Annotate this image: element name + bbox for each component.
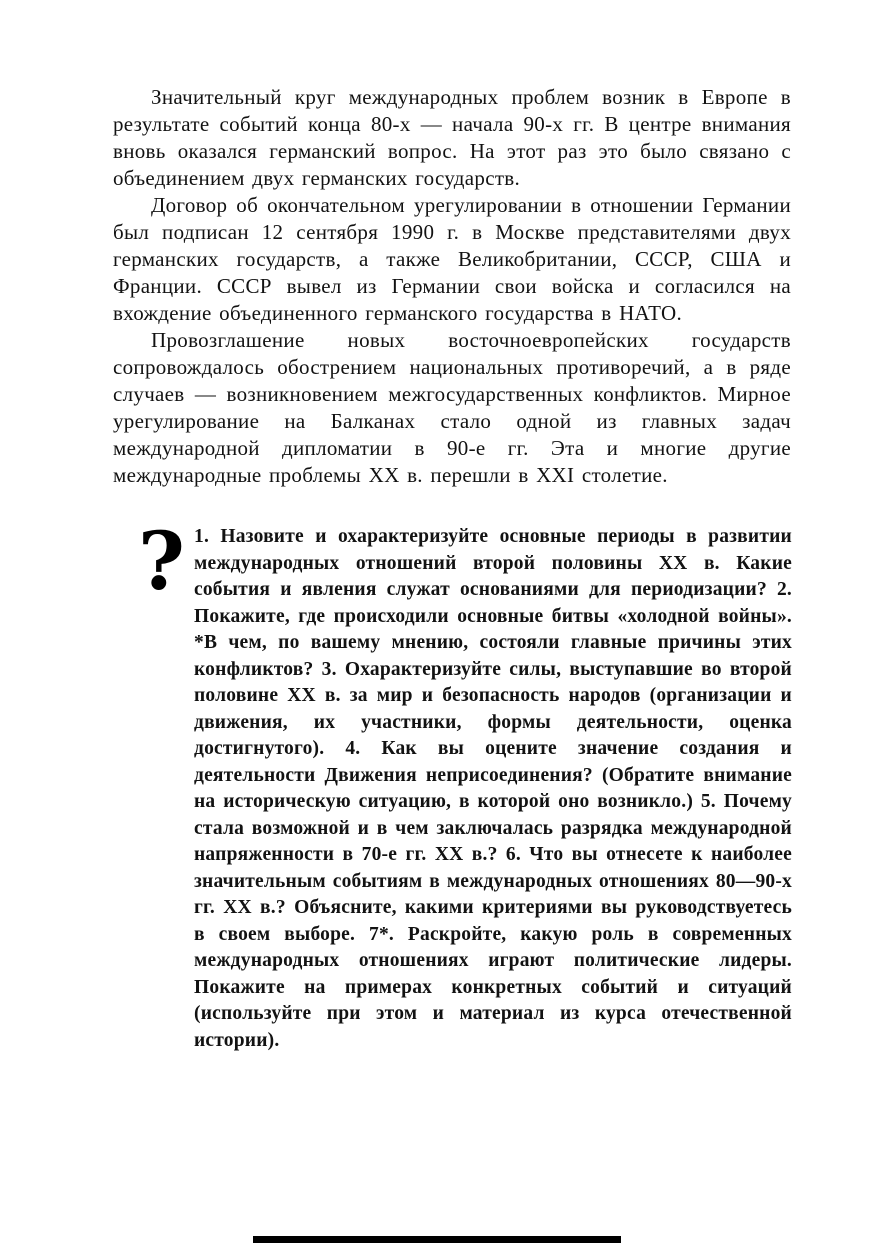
paragraph-1: Значительный круг международных проблем возник в Европе в результате событий конца 80-х — начала 90-х гг. В центре внимания вновь оказался германский вопрос. На этот раз это было связано с объединением двух германских государств. [113,85,791,190]
questions-block [138,514,792,1054]
paragraph-2: Договор об окончательном урегулировании в отношении Германии был подписан 12 сентября 1990 г. в Москве представителями двух германских государств, а также Великобритании, СССР, США и Франции. СССР вывел из Германии свои войска и согласился на вхождение объединенного германского государства в НАТО. [113,193,791,325]
body-text [113,84,791,489]
paragraph-3: Провозглашение новых восточноевропейских государств сопровождалось обострением национальных противоречий, а в ряде случаев — возникновением межгосударственных конфликтов. Мирное урегулирование на Балканах стало одной из главных задач международной дипломатии в 90-е гг. Эта и многие другие международные проблемы XX в. перешли в XXI столетие. [113,328,791,487]
question-mark-icon: ? [138,514,185,608]
questions-text: 1. Назовите и охарактеризуйте основные периоды в развитии международных отношений второй половины XX в. Какие события и явления служат основаниями для периодизации? 2. Покажите, где происходили основные битвы «холодной войны». *В чем, по вашему мнению, состояли главные причины этих конфликтов? 3. Охарактеризуйте силы, выступавшие во второй половине XX в. за мир и безопасность народов (организации и движения, их участники, формы деятельности, оценка достигнутого). 4. Как вы оцените значение создания и деятельности Движения неприсоединения? (Обратите внимание на историческую ситуацию, в которой оно возникло.) 5. Почему стала возможной и в чем заключалась разрядка международной напряженности в 70-е гг. XX в.? 6. Что вы отнесете к наиболее значительным событиям в международных отношениях 80—90-х гг. XX в.? Объясните, какими критериями вы руководствуетесь в своем выборе. 7*. Раскройте, какую роль в современных международных отношениях играют политические лидеры. Покажите на примерах конкретных событий и ситуаций (используйте при этом и материал из курса отечественной истории). [194,526,792,1051]
scan-artifact-bar [253,1236,621,1243]
